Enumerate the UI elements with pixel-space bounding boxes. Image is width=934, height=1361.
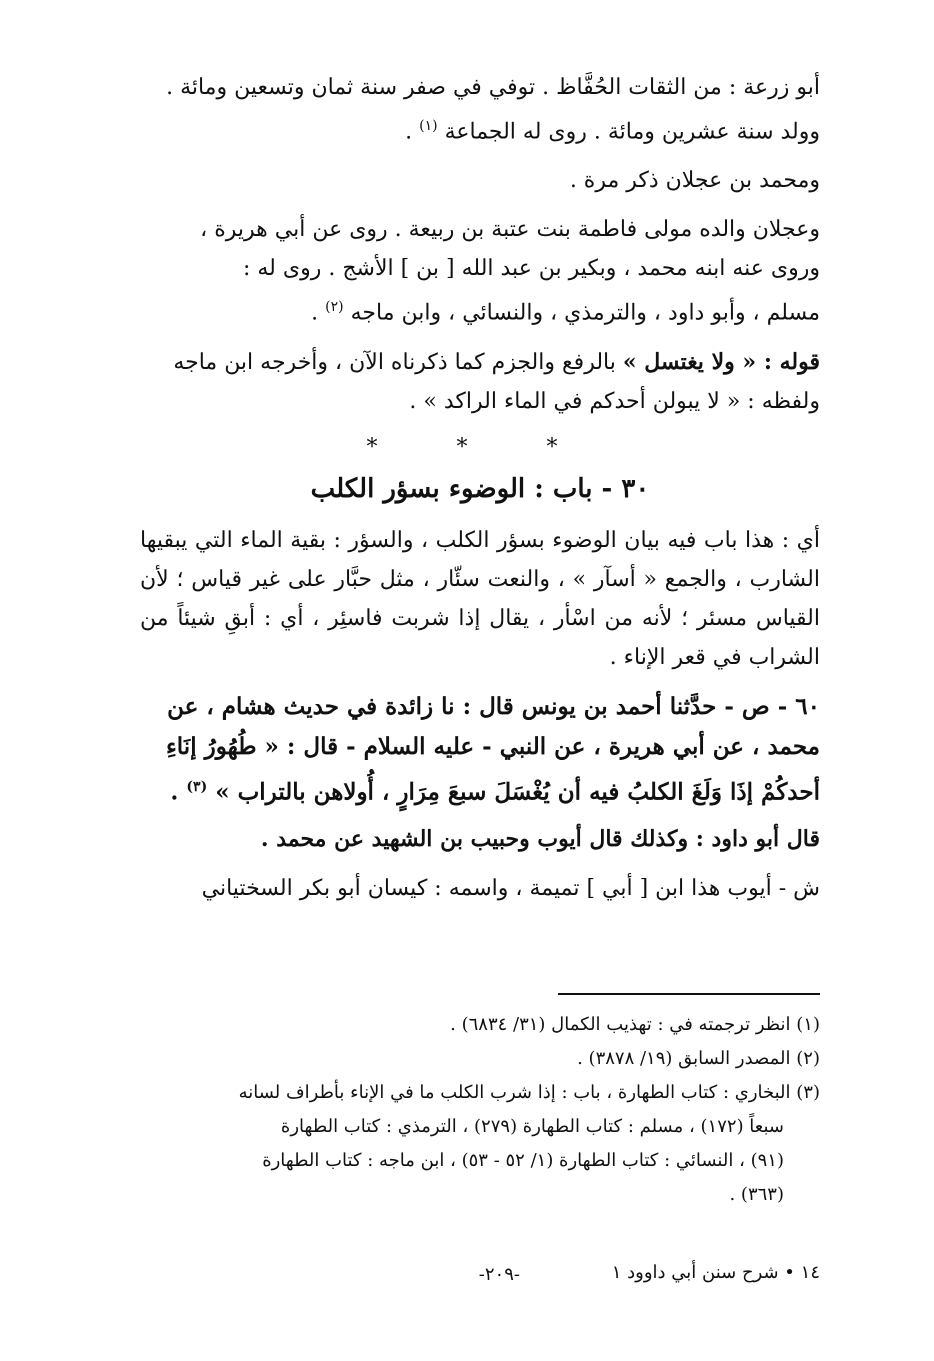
section-divider-stars: * * * xyxy=(366,434,594,460)
page-number: -٢٠٩- xyxy=(478,1264,520,1285)
footnote-3-continued: (٣٦٣) . xyxy=(729,1184,784,1205)
text-line: أبو زرعة : من الثقات الحُفَّاظ . توفي في صفر سنة ثمان وتسعين ومائة . xyxy=(166,75,820,100)
footnote-ref-3: (٣) xyxy=(186,778,208,795)
hadith-text xyxy=(140,687,820,813)
paragraph-qawluhu xyxy=(140,343,820,421)
text-line-end: . xyxy=(170,778,187,806)
paragraph-explanation: أي : هذا باب فيه بيان الوضوء بسؤر الكلب ، والسؤر : بقية الماء التي يبقيها الشارب ، والجمع « أسآر » ، والنعت سئّار ، مثل حبَّار على غير قياس ؛ لأن القياس مسئر ؛ لأنه من اسْأر ، يقال إذا شربت فاسئِر ، أي : أبقِ شيئاً من الشراب في قعر الإناء . xyxy=(140,527,820,670)
main-text xyxy=(140,68,820,918)
text-line: مسلم ، وأبو داود ، والترمذي ، والنسائي ، وابن ماجه xyxy=(350,300,820,326)
footnote-2: (٢) المصدر السابق (١٩/ ٣٨٧٨) . xyxy=(577,1048,820,1069)
footnote-3-continued: (٩١) ، النسائي : كتاب الطهارة (١/ ٥٢ - ٥٣) ، ابن ماجه : كتاب الطهارة xyxy=(262,1150,784,1171)
paragraph-abu-zura xyxy=(140,68,820,151)
text-line-end: . xyxy=(311,300,326,326)
text-line: محمد ، عن أبي هريرة ، عن النبي - عليه السلام - قال : « طُهُورُ إنَاءِ xyxy=(165,732,820,760)
text-line: ٦٠ - ص - حدَّثنا أحمد بن يونس قال : نا زائدة في حديث هشام ، عن xyxy=(167,692,820,720)
text-line: بالرفع والجزم كما ذكرناه الآن ، وأخرجه ابن ماجه xyxy=(173,349,623,375)
text-line: وروى عنه ابنه محمد ، وبكير بن عبد الله [ بن ] الأشج . روى له : xyxy=(242,256,820,282)
quoted-term: قوله : « ولا يغتسل » xyxy=(622,348,820,375)
text-line-end: . xyxy=(405,119,420,145)
footnotes xyxy=(140,1008,820,1212)
footnote-ref-2: (٢) xyxy=(325,299,344,316)
footnote-3-continued: سبعاً (١٧٢) ، مسلم : كتاب الطهارة (٢٧٩) ، الترمذي : كتاب الطهارة xyxy=(280,1116,784,1137)
text-line: وعجلان والده مولى فاطمة بنت عتبة بن ربيعة . روى عن أبي هريرة ، xyxy=(200,217,820,243)
text-line: أحدكُمْ إذَا وَلَغَ الكلبُ فيه أن يُغْسَلَ سبعَ مِرَارٍ ، أُولاهن بالتراب » xyxy=(215,778,820,806)
footnote-ref-1: (١) xyxy=(419,118,438,134)
paragraph-abu-dawud: قال أبو داود : وكذلك قال أيوب وحبيب بن الشهيد عن محمد . xyxy=(260,826,820,853)
text-line: ولفظه : « لا يبولن أحدكم في الماء الراكد » . xyxy=(409,388,820,414)
paragraph-ibn-ajlan: ومحمد بن عجلان ذكر مرة . xyxy=(569,168,820,194)
paragraph-sharh: ش - أيوب هذا ابن [ أبي ] تميمة ، واسمه : كيسان أبو بكر السختياني xyxy=(201,876,820,902)
paragraph-ajlan xyxy=(140,210,820,332)
footnote-separator xyxy=(558,993,820,995)
chapter-heading: ٣٠ - باب : الوضوء بسؤر الكلب xyxy=(310,473,650,504)
series-label: ١٤ • شرح سنن أبي داوود ١ xyxy=(611,1262,820,1283)
footnote-3: (٣) البخاري : كتاب الطهارة ، باب : إذا شرب الكلب ما في الإناء بأطراف لسانه xyxy=(238,1082,820,1103)
text-line: وولد سنة عشرين ومائة . روى له الجماعة xyxy=(444,119,820,145)
footnote-1: (١) انظر ترجمته في : تهذيب الكمال (٣١/ ٦٨٣٤) . xyxy=(450,1014,820,1035)
